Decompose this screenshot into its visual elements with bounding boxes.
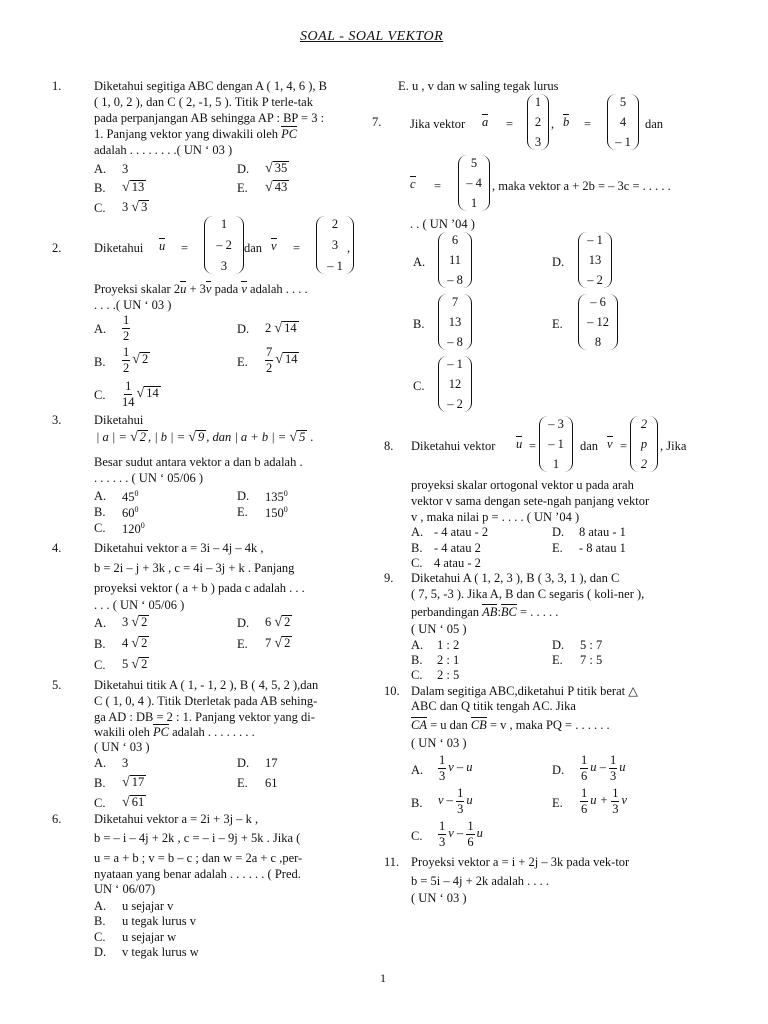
option-e: E.: [237, 355, 248, 369]
option-b: B.: [94, 355, 106, 369]
option-d: D.: [237, 322, 250, 336]
question-text: b = 2i – j + 3k , c = 4i – 3j + k . Panjang: [94, 561, 295, 575]
option-b-text: 2 : 1: [437, 653, 460, 667]
option-d: D.: [237, 756, 250, 770]
vector-u-label: u: [159, 239, 166, 253]
option-c: C.: [94, 930, 106, 944]
vector-bc: BC: [500, 605, 517, 619]
option-e: E.: [398, 79, 409, 93]
question-text: . . . . . . ( UN ‘ 05/06 ): [94, 471, 204, 485]
question-text: Diketahui: [94, 413, 144, 427]
equals-sign: =: [181, 241, 189, 255]
option-c-value: $\frac{1}{3}$ v – $\frac{1}{6}$ u: [439, 819, 483, 849]
matrix-option-c: – 1 12 – 2: [438, 356, 472, 412]
option-b: B.: [94, 776, 106, 790]
equals-sign: =: [529, 439, 537, 453]
option-b-value: 4 √ 2: [122, 636, 148, 651]
option-b: B.: [411, 541, 423, 555]
option-c: C.: [411, 556, 423, 570]
option-b-value: v – $\frac{1}{3}$ u: [438, 786, 473, 816]
question-text: perbandingan AB:BC = . . . . .: [411, 605, 559, 619]
question-text: . . . ( UN ‘ 05/06 ): [94, 598, 185, 612]
vector-pc: PC: [153, 725, 169, 739]
option-c-value: √ 61: [122, 795, 145, 810]
option-e-value: $\frac{1}{6}$ u + $\frac{1}{3}$ v: [581, 786, 627, 816]
question-number: 8.: [384, 439, 394, 453]
matrix-option-d: – 1 13 – 2: [578, 232, 612, 288]
option-d: D.: [552, 525, 565, 539]
question-text: Jika vektor: [410, 117, 466, 131]
option-a: A.: [94, 899, 107, 913]
matrix-option-b: 7 13 – 8: [438, 294, 472, 350]
question-text: Diketahui vektor a = 2i + 3j – k ,: [94, 812, 259, 826]
option-d-value: √ 35: [265, 161, 288, 176]
option-e-value: $\frac{7}{2}$ √ 14: [266, 345, 298, 375]
matrix-v: 2 p 2: [630, 416, 658, 472]
vector-ab: AB: [482, 605, 498, 619]
option-d-text: 5 : 7: [580, 638, 603, 652]
option-b-value: $\frac{1}{2}$ √ 2: [123, 345, 149, 375]
option-d-value: $\frac{1}{6}$ u – $\frac{1}{3}$ u: [581, 753, 626, 783]
vector-v-label: v: [271, 239, 277, 253]
question-number: 10.: [384, 684, 400, 698]
option-c-text: 4 atau - 2: [434, 556, 481, 570]
question-text: Proyeksi vektor a = i + 2j – 3k pada vek-tor: [411, 855, 630, 869]
question-text: proyeksi vektor ( a + b ) pada c adalah . . .: [94, 581, 305, 595]
option-d: D.: [94, 945, 107, 959]
option-c: C.: [94, 521, 106, 535]
option-b: B.: [413, 317, 425, 331]
option-d-value: 6 √ 2: [265, 615, 291, 630]
question-text: b = – i – 4j + 2k , c = – i – 9j + 5k . Jika (: [94, 831, 301, 845]
question-text: Diketahui vektor: [411, 439, 496, 453]
question-text: dan: [645, 117, 664, 131]
option-e-text: u , v dan w saling tegak lurus: [412, 79, 559, 93]
question-text: ( UN ‘ 03 ): [94, 740, 150, 754]
option-c-text: 2 : 5: [437, 668, 460, 682]
option-d-value: 17: [265, 756, 278, 770]
option-b: B.: [94, 914, 106, 928]
vector-ca: CA: [411, 718, 427, 732]
matrix-a: 1 2 3: [527, 94, 549, 150]
option-e: E.: [552, 796, 563, 810]
question-text: u = a + b ; v = b – c ; dan w = 2a + c ,per-: [94, 851, 303, 865]
question-text: , Jika: [660, 439, 687, 453]
option-a: A.: [94, 162, 107, 176]
option-a: A.: [94, 616, 107, 630]
question-number: 6.: [52, 812, 62, 826]
vector-cb: CB: [470, 718, 487, 732]
option-a-value: 3 √ 2: [122, 615, 148, 630]
question-text: C ( 1, 0, 4 ). Titik Dterletak pada AB sehing-: [94, 694, 318, 708]
question-text: . . . .( UN ‘ 03 ): [94, 298, 172, 312]
option-e-text: - 8 atau 1: [579, 541, 626, 555]
option-d: D.: [237, 616, 250, 630]
option-d-text: v tegak lurus w: [122, 945, 199, 959]
matrix-b: 5 4 – 1: [607, 94, 639, 150]
vector-pc: PC: [281, 127, 298, 141]
matrix-option-e: – 6 – 12 8: [578, 294, 618, 350]
option-e-value: √ 43: [265, 180, 288, 195]
option-c: C.: [94, 388, 106, 402]
question-text: Diketahui segitiga ABC dengan A ( 1, 4, 6 ), B: [94, 79, 327, 93]
option-d: D.: [552, 255, 565, 269]
matrix-u: – 3 – 1 1: [539, 416, 573, 472]
option-e: E.: [237, 776, 248, 790]
question-text: vektor v sama dengan sete-ngah panjang vektor: [411, 494, 650, 508]
option-d-value: 2 √ 14: [265, 321, 297, 336]
page-title: SOAL - SOAL VEKTOR: [300, 29, 444, 44]
equals-sign: =: [620, 439, 628, 453]
option-e: E.: [237, 505, 248, 519]
option-b: B.: [94, 505, 106, 519]
equals-sign: =: [506, 117, 514, 131]
option-d: D.: [237, 489, 250, 503]
question-text: pada perpanjangan AB sehingga AP : BP = 3 :: [94, 111, 325, 125]
question-number: 1.: [52, 79, 62, 93]
question-text: Diketahui titik A ( 1, - 1, 2 ), B ( 4, 5, 2 ),dan: [94, 678, 319, 692]
question-text: 1. Panjang vektor yang diwakili oleh PC: [94, 127, 298, 141]
question-text: dan: [244, 241, 263, 255]
option-e: E.: [552, 317, 563, 331]
option-b: B.: [94, 637, 106, 651]
option-a-text: 1 : 2: [437, 638, 460, 652]
question-text: v , maka nilai p = . . . . ( UN ’04 ): [411, 510, 580, 524]
question-number: 7.: [372, 115, 382, 129]
option-b: B.: [411, 653, 423, 667]
question-text: ( UN ‘ 03 ): [411, 736, 467, 750]
question-text: Besar sudut antara vektor a dan b adalah .: [94, 455, 303, 469]
equals-sign: =: [293, 241, 301, 255]
option-e-value: 61: [265, 776, 278, 790]
option-e-value: 7 √ 2: [265, 636, 291, 651]
question-text: ABC dan Q titik tengah AC. Jika: [411, 699, 576, 713]
question-text: Diketahui A ( 1, 2, 3 ), B ( 3, 3, 1 ), dan C: [411, 571, 620, 585]
question-text: ga AD : DB = 2 : 1. Panjang vektor yang di-: [94, 710, 315, 724]
question-text: , maka vektor a + 2b = – 3c = . . . . .: [492, 179, 671, 193]
option-d: D.: [552, 763, 565, 777]
question-text: dan: [580, 439, 599, 453]
matrix-c: 5 – 4 1: [458, 155, 490, 211]
question-text: ( 7, 5, -3 ). Jika A, B dan C segaris ( koli-ner ),: [411, 587, 645, 601]
option-b: B.: [94, 181, 106, 195]
option-c-value: $\frac{1}{14}$ √ 14: [122, 379, 159, 409]
option-e: E.: [237, 181, 248, 195]
option-a-value: $\frac{1}{3}$ v – u: [439, 753, 473, 783]
option-a-value: $45^0$: [122, 489, 139, 505]
vector-a-label: a: [482, 115, 489, 129]
question-text: . . ( UN ’04 ): [410, 217, 475, 231]
question-number: 2.: [52, 241, 62, 255]
matrix-option-a: 6 11 – 8: [438, 232, 472, 288]
question-text: ( UN ‘ 05 ): [411, 622, 467, 636]
option-b-text: - 4 atau 2: [434, 541, 481, 555]
option-c-value: 5 √ 2: [122, 657, 148, 672]
option-d-text: 8 atau - 1: [579, 525, 626, 539]
question-text: CA = u dan CB = v , maka PQ = . . . . . .: [411, 718, 610, 732]
option-a: A.: [94, 756, 107, 770]
question-text: ,: [347, 241, 351, 255]
question-number: 5.: [52, 678, 62, 692]
option-e: E.: [237, 637, 248, 651]
option-c: C.: [411, 668, 423, 682]
option-c: C.: [411, 829, 423, 843]
question-text: ( 1, 0, 2 ), dan C ( 2, -1, 5 ). Titik P terle-tak: [94, 95, 313, 109]
question-number: 4.: [52, 541, 62, 555]
option-a-text: u sejajar v: [122, 899, 174, 913]
option-a: A.: [411, 638, 424, 652]
option-a: A.: [411, 525, 424, 539]
question-text: UN ‘ 06/07): [94, 882, 156, 896]
option-e-value: $150^0$: [265, 505, 288, 521]
option-d-value: $135^0$: [265, 489, 288, 505]
option-d: D.: [552, 638, 565, 652]
question-text: Proyeksi skalar 2u + 3v pada v adalah . . . .: [94, 282, 308, 296]
option-a: A.: [411, 763, 424, 777]
option-c: C.: [94, 796, 106, 810]
option-c-value: $120^0$: [122, 521, 145, 537]
option-d: D.: [237, 162, 250, 176]
option-a-text: - 4 atau - 2: [434, 525, 489, 539]
option-e: E.: [552, 653, 563, 667]
question-text: proyeksi skalar ortogonal vektor u pada arah: [411, 478, 634, 492]
option-a-value: 3: [122, 756, 129, 770]
option-a: A.: [413, 255, 426, 269]
matrix-u: 1 – 2 3: [204, 216, 244, 274]
question-text: nyataan yang benar adalah . . . . . . ( Pred.: [94, 867, 301, 881]
option-c-text: u sejajar w: [122, 930, 177, 944]
matrix-v: 2 3 – 1: [316, 216, 354, 274]
option-b-value: $60^0$: [122, 505, 139, 521]
equals-sign: =: [584, 117, 592, 131]
option-c: C.: [94, 201, 106, 215]
option-c: C.: [413, 379, 425, 393]
vector-c-label: c: [410, 177, 416, 191]
option-c: C.: [94, 658, 106, 672]
option-a: A.: [94, 489, 107, 503]
option-a-value: $\frac{1}{2}$: [123, 313, 130, 343]
option-b-value: √ 13: [122, 180, 145, 195]
option-e-text: 7 : 5: [580, 653, 603, 667]
vector-b-label: b: [563, 115, 570, 129]
option-b-text: u tegak lurus v: [122, 914, 196, 928]
question-text: ,: [551, 117, 555, 131]
equals-sign: =: [434, 179, 442, 193]
question-text: adalah . . . . . . . .( UN ‘ 03 ): [94, 143, 233, 157]
question-text: b = 5i – 4j + 2k adalah . . . .: [411, 874, 550, 888]
question-number: 3.: [52, 413, 62, 427]
vector-v-label: v: [607, 437, 613, 451]
question-number: 9.: [384, 571, 394, 585]
option-b: B.: [411, 796, 423, 810]
question-text: Diketahui: [94, 241, 144, 255]
vector-u-label: u: [516, 437, 523, 451]
question-text: Dalam segitiga ABC,diketahui P titik berat △: [411, 684, 638, 698]
question-text: | a | = √ 2 , | b | = √ 9 , dan | a + b | = √ 5 .: [96, 430, 314, 445]
option-c-value: 3 √ 3: [122, 200, 148, 215]
question-text: Diketahui vektor a = 3i – 4j – 4k ,: [94, 541, 264, 555]
option-a-value: 3: [122, 162, 129, 176]
question-text: wakili oleh PC adalah . . . . . . . .: [94, 725, 255, 739]
option-b-value: √ 17: [122, 775, 145, 790]
question-number: 11.: [384, 855, 400, 869]
question-text: ( UN ‘ 03 ): [411, 891, 467, 905]
option-e: E.: [552, 541, 563, 555]
option-a: A.: [94, 322, 107, 336]
page-number: 1: [380, 971, 386, 985]
